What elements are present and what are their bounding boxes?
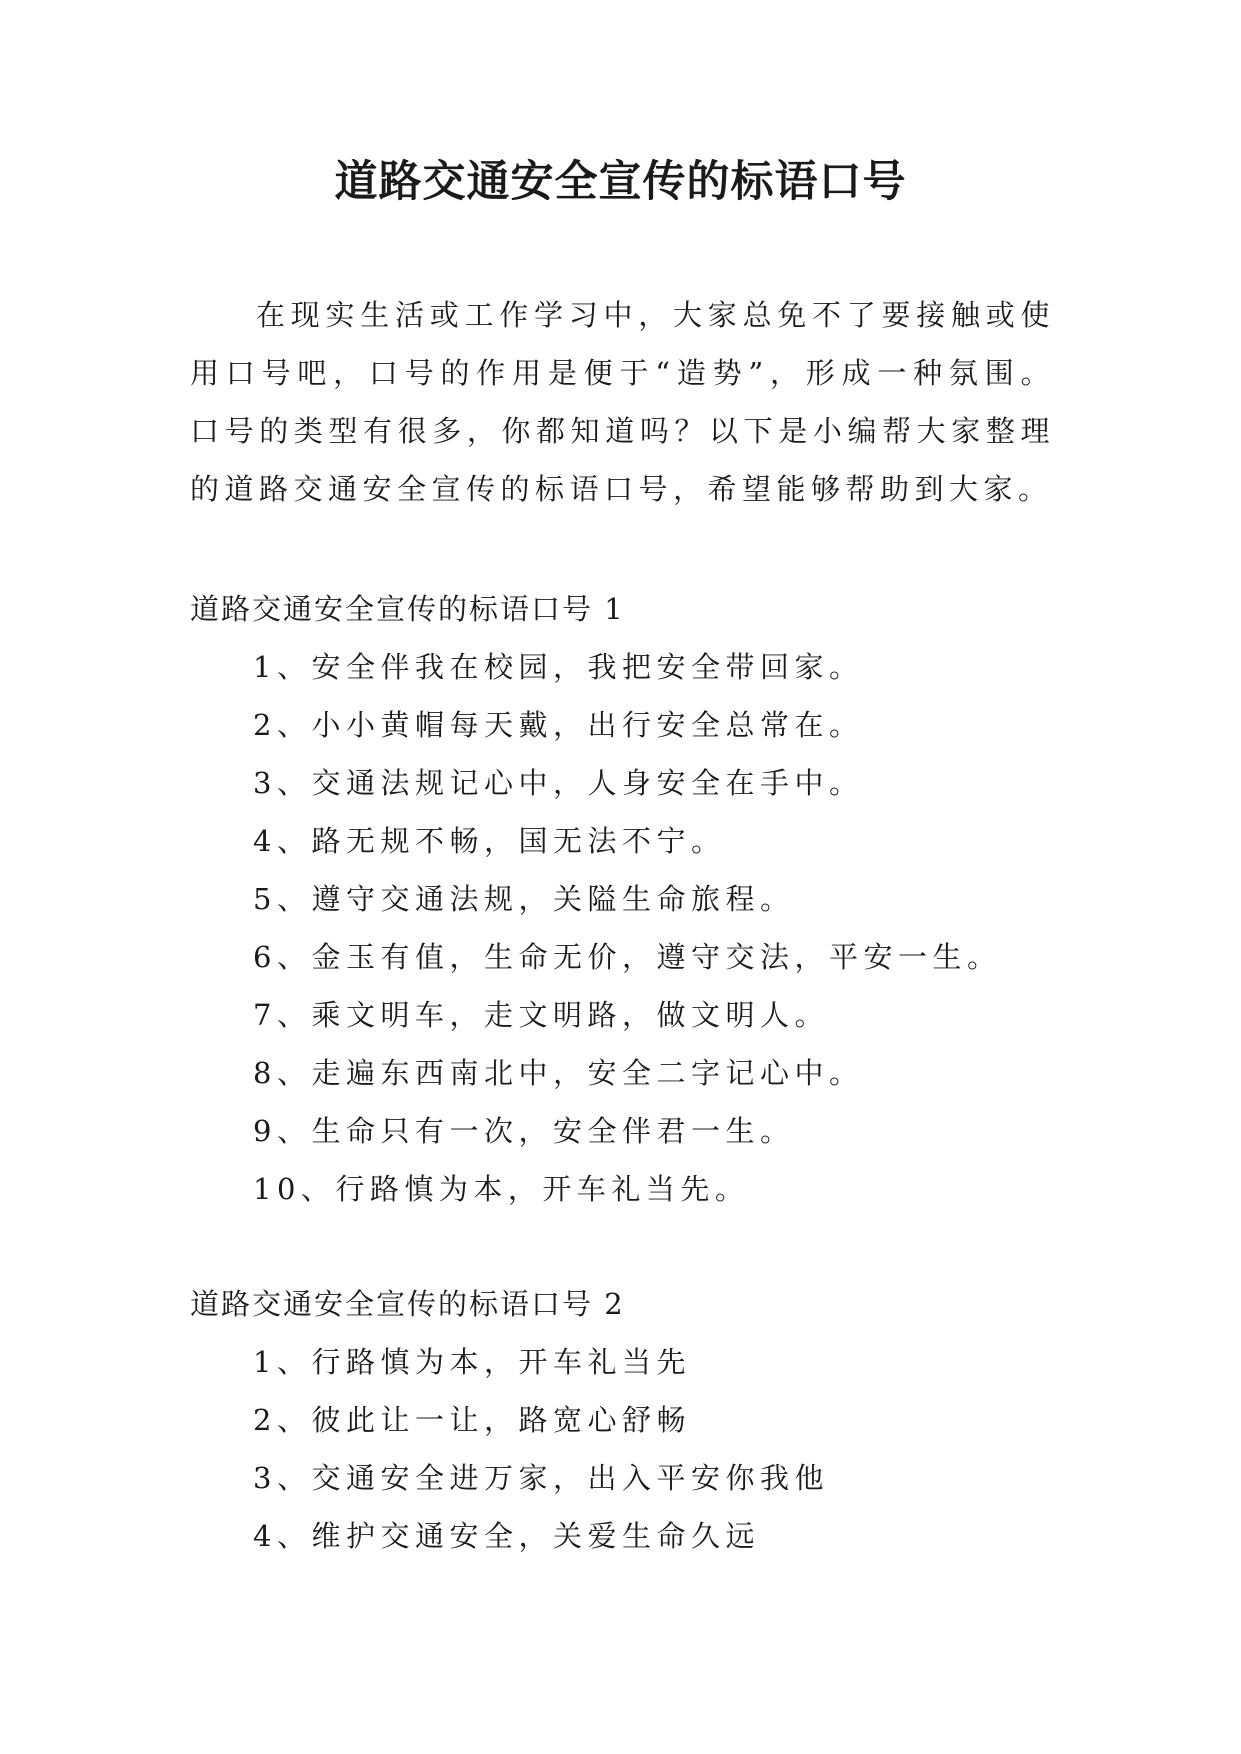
slogan-item: 8、走遍东西南北中，安全二字记心中。: [253, 1056, 864, 1090]
slogan-item: 2、小小黄帽每天戴，出行安全总常在。: [253, 708, 864, 742]
section-heading: 道路交通安全宣传的标语口号 1: [190, 592, 625, 626]
slogan-section-1: [190, 580, 1070, 1218]
slogan-item: 5、遵守交通法规，关隘生命旅程。: [253, 882, 795, 916]
slogan-item: 7、乘文明车，走文明路，做文明人。: [253, 998, 829, 1032]
intro-paragraph: 在现实生活或工作学习中，大家总免不了要接触或使用口号吧，口号的作用是便于“造势”，形成一种氛围。口号的类型有很多，你都知道吗？以下是小编帮大家整理的道路交通安全宣传的标语口号，希望能够帮助到大家。: [190, 298, 1055, 506]
slogan-item: 2、彼此让一让，路宽心舒畅: [253, 1403, 691, 1437]
slogan-list: [190, 1333, 1070, 1565]
slogan-item: 3、交通法规记心中，人身安全在手中。: [253, 766, 864, 800]
slogan-item: 1、安全伴我在校园，我把安全带回家。: [253, 650, 864, 684]
slogan-item: 4、路无规不畅，国无法不宁。: [253, 824, 726, 858]
section-heading: 道路交通安全宣传的标语口号 2: [190, 1287, 625, 1321]
document-title: 道路交通安全宣传的标语口号: [334, 157, 907, 207]
slogan-list: [190, 638, 1070, 1218]
slogan-item: 4、维护交通安全，关爱生命久远: [253, 1519, 760, 1553]
slogan-item: 1、行路慎为本，开车礼当先: [253, 1345, 691, 1379]
slogan-item: 6、金玉有值，生命无价，遵守交法，平安一生。: [253, 940, 1002, 974]
slogan-item: 3、交通安全进万家，出入平安你我他: [253, 1461, 829, 1495]
slogan-section-2: [190, 1275, 1070, 1565]
slogan-item: 9、生命只有一次，安全伴君一生。: [253, 1114, 795, 1148]
slogan-item: 10、行路慎为本，开车礼当先。: [253, 1172, 750, 1206]
